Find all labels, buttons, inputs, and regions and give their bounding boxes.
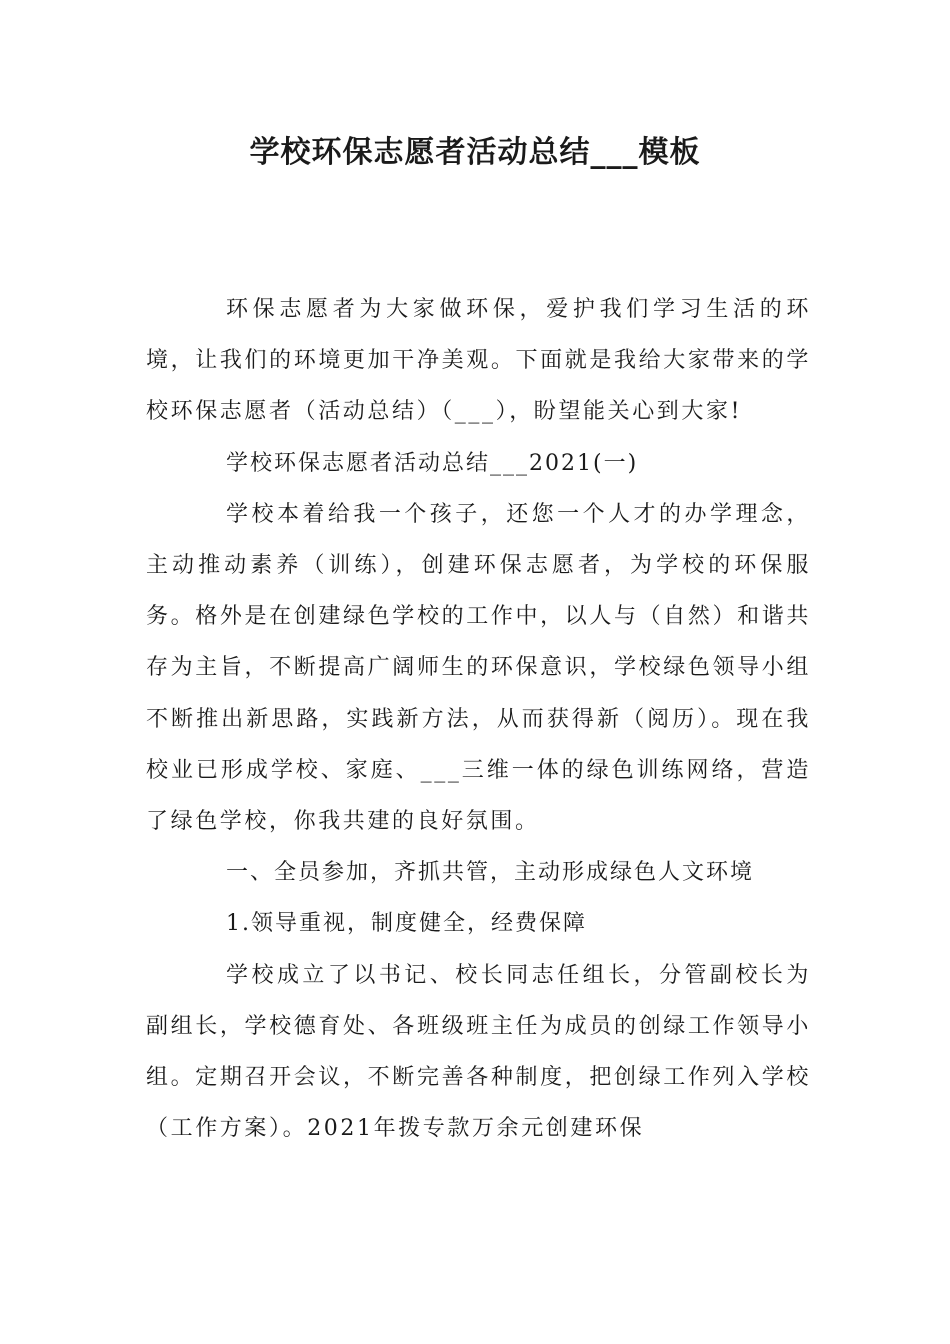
body-paragraph: 学校本着给我一个孩子，还您一个人才的办学理念，主动推动素养（训练），创建环保志愿者，为学校的环保服务。格外是在创建绿色学校的工作中，以人与（自然）和谐共存为主旨，不断提高广阔师生的环保意识，学校绿色领导小组不断推出新思路，实践新方法，从而获得新（阅历）。现在我校业已形成学校、家庭、___三维一体的绿色训练网络，营造了绿色学校，你我共建的良好氛围。	[146, 501, 811, 835]
subheading-1: 一、全员参加，齐抓共管，主动形成绿色人文环境	[226, 860, 755, 886]
document-body	[146, 284, 811, 1154]
document-title: 学校环保志愿者活动总结___模板	[249, 135, 701, 170]
subheading-1-1: 1.领导重视，制度健全，经费保障	[226, 911, 587, 937]
intro-paragraph: 环保志愿者为大家做环保，爱护我们学习生活的环境，让我们的环境更加干净美观。下面就是我给大家带来的学校环保志愿者（活动总结）（___），盼望能关心到大家!	[146, 297, 811, 425]
body-paragraph: 学校成立了以书记、校长同志任组长，分管副校长为副组长，学校德育处、各班级班主任为成员的创绿工作领导小组。定期召开会议，不断完善各种制度，把创绿工作列入学校（工作方案）。2021年拨专款万余元创建环保	[146, 962, 811, 1142]
section-heading: 学校环保志愿者活动总结___2021(一)	[226, 450, 639, 476]
